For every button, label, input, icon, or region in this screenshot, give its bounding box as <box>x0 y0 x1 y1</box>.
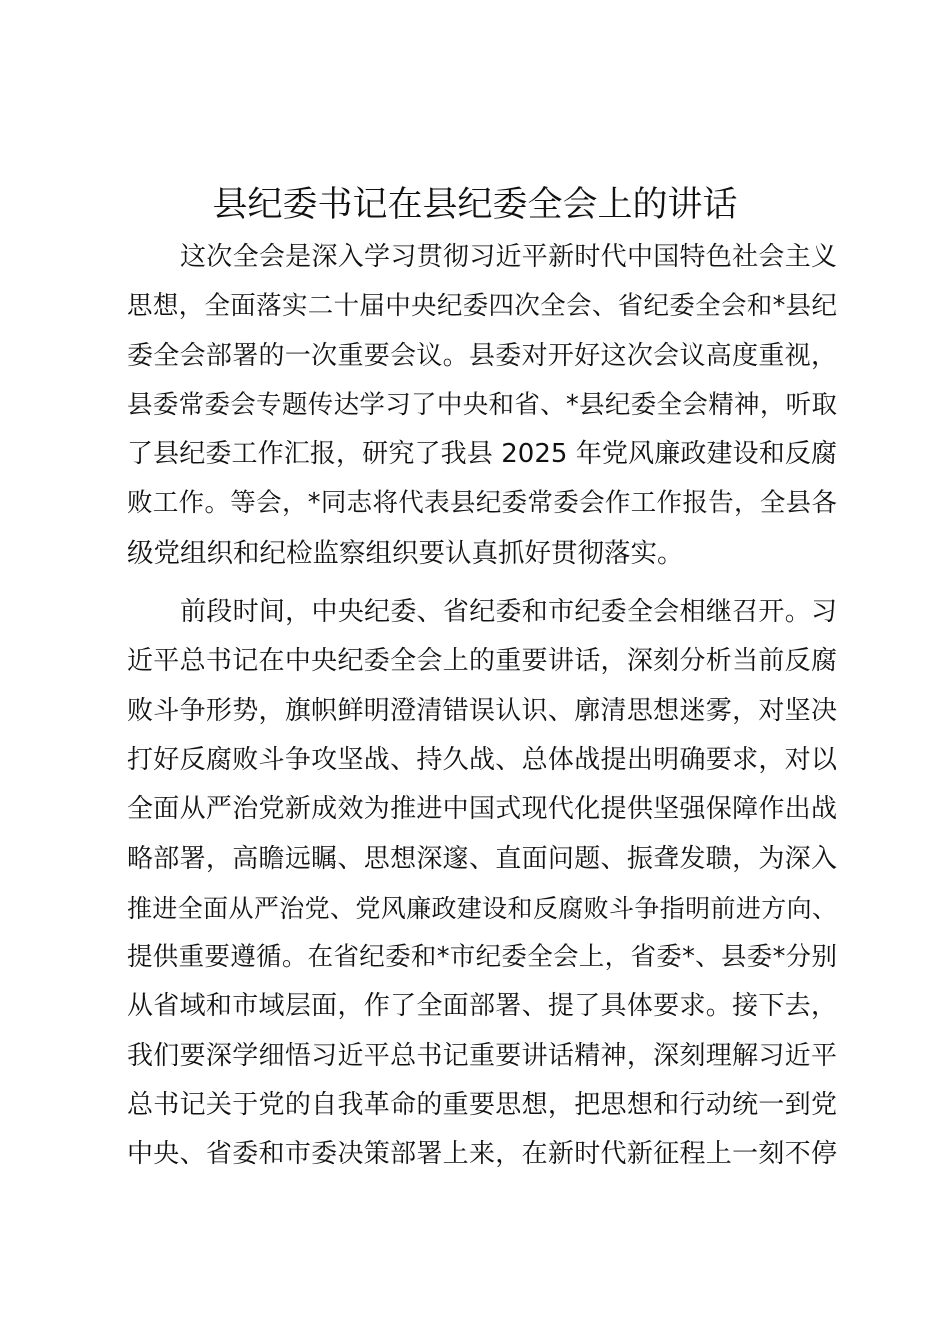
paragraph-line: 县委常委会专题传达学习了中央和省、*县纪委全会精神，听取 <box>127 389 837 420</box>
paragraph-line: 近平总书记在中央纪委全会上的重要讲话，深刻分析当前反腐 <box>127 646 837 677</box>
paragraph-line: 思想，全面落实二十届中央纪委四次全会、省纪委全会和*县纪 <box>127 291 837 322</box>
document-body <box>127 233 837 1180</box>
paragraph-line: 中央、省委和市委决策部署上来，在新时代新征程上一刻不停 <box>127 1139 837 1170</box>
paragraph-1 <box>127 233 837 578</box>
paragraph-2 <box>127 588 837 1180</box>
paragraph-line: 败工作。等会，*同志将代表县纪委常委会作工作报告，全县各 <box>127 488 837 519</box>
paragraph-line: 从省域和市域层面，作了全面部署、提了具体要求。接下去， <box>127 991 837 1022</box>
document-title: 县纪委书记在县纪委全会上的讲话 <box>212 185 738 225</box>
paragraph-line: 总书记关于党的自我革命的重要思想，把思想和行动统一到党 <box>127 1090 837 1121</box>
paragraph-line: 这次全会是深入学习贯彻习近平新时代中国特色社会主义 <box>180 242 837 272</box>
paragraph-line: 推进全面从严治党、党风廉政建设和反腐败斗争指明前进方向、 <box>127 893 837 923</box>
paragraph-line: 级党组织和纪检监察组织要认真抓好贯彻落实。 <box>127 537 684 569</box>
paragraph-line: 前段时间，中央纪委、省纪委和市纪委全会相继召开。习 <box>180 597 837 628</box>
paragraph-line: 我们要深学细悟习近平总书记重要讲话精神，深刻理解习近平 <box>127 1040 837 1071</box>
paragraph-line: 全面从严治党新成效为推进中国式现代化提供坚强保障作出战 <box>127 794 837 825</box>
paragraph-line: 委全会部署的一次重要会议。县委对开好这次会议高度重视， <box>127 340 837 371</box>
paragraph-line: 败斗争形势，旗帜鲜明澄清错误认识、廓清思想迷雾，对坚决 <box>127 695 837 726</box>
paragraph-line: 了县纪委工作汇报，研究了我县 2025 年党风廉政建设和反腐 <box>127 439 837 470</box>
paragraph-line: 打好反腐败斗争攻坚战、持久战、总体战提出明确要求，对以 <box>127 744 837 775</box>
paragraph-line: 略部署，高瞻远瞩、思想深邃、直面问题、振聋发聩，为深入 <box>127 843 837 874</box>
paragraph-line: 提供重要遵循。在省纪委和*市纪委全会上，省委*、县委*分别 <box>127 942 837 973</box>
